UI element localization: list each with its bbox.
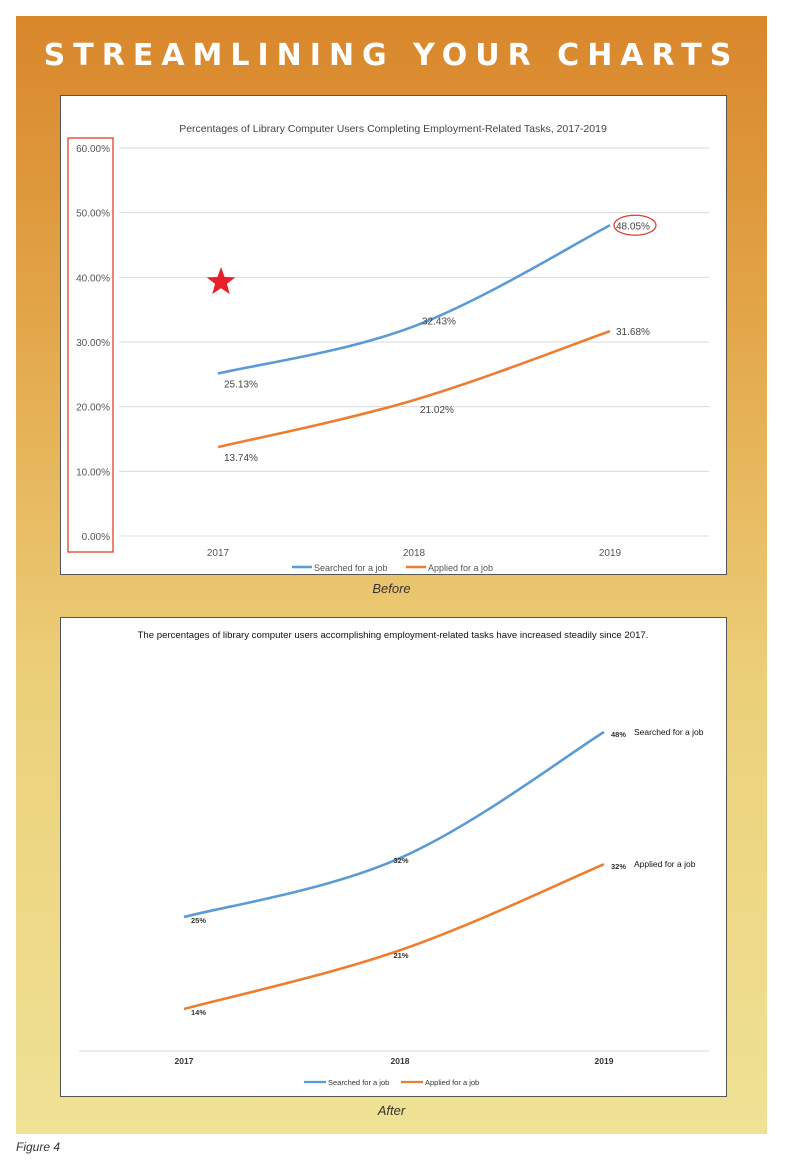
y-tick-label: 40.00% (76, 273, 110, 285)
data-label: 31.68% (616, 327, 650, 339)
data-label: 32% (393, 856, 409, 866)
y-tick-label: 60.00% (76, 144, 110, 155)
y-tick-label: 50.00% (76, 208, 110, 220)
legend-label-searched: Searched for a job (314, 563, 388, 573)
x-tick-label: 2018 (390, 1056, 410, 1066)
y-tick-label: 20.00% (76, 402, 110, 414)
after-chart (60, 617, 727, 1097)
before-chart (60, 95, 727, 575)
after-caption: After (377, 1103, 406, 1118)
banner-title: STREAMLINING YOUR CHARTS (43, 38, 740, 73)
background-panel (16, 16, 767, 1134)
x-tick-label: 2019 (594, 1056, 614, 1066)
series-end-label-applied: Applied for a job (634, 859, 696, 870)
data-label: 32% (611, 862, 627, 872)
legend-label-applied: Applied for a job (428, 563, 494, 573)
y-tick-label: 30.00% (76, 338, 110, 349)
x-tick-label: 2017 (174, 1056, 194, 1066)
data-label: 25% (191, 916, 207, 926)
legend-label-searched: Searched for a job (328, 1078, 390, 1087)
data-label: 48.05% (616, 221, 650, 233)
legend-label-applied: Applied for a job (425, 1078, 480, 1087)
data-label: 14% (191, 1008, 207, 1017)
chart-title: Percentages of Library Computer Users Completing Employment-Related Tasks, 2017-2019 (179, 123, 607, 135)
x-tick-label: 2018 (402, 548, 426, 559)
x-tick-label: 2019 (598, 548, 622, 559)
figure-label: Figure 4 (16, 1140, 61, 1154)
series-line-searched (184, 732, 604, 917)
after-chart-svg (61, 618, 726, 1096)
y-tick-label: 0.00% (81, 532, 110, 543)
x-tick-label: 2017 (206, 548, 230, 559)
data-label: 25.13% (224, 379, 258, 391)
series-line-applied (184, 864, 604, 1009)
star-icon (207, 267, 236, 294)
series-end-label-searched: Searched for a job (634, 727, 704, 737)
data-label: 48% (611, 730, 627, 739)
data-label: 21.02% (420, 405, 454, 417)
before-caption: Before (372, 581, 411, 596)
data-label: 32.43% (422, 316, 456, 328)
series-line-applied (218, 331, 610, 447)
chart-title: The percentages of library computer users accomplishing employment-related tasks have increased steadily since 2017. (137, 630, 649, 641)
before-chart-svg (61, 96, 726, 574)
data-label: 21% (393, 951, 409, 961)
series-line-searched (218, 225, 610, 373)
data-label: 13.74% (224, 453, 258, 465)
y-tick-label: 10.00% (76, 467, 110, 479)
